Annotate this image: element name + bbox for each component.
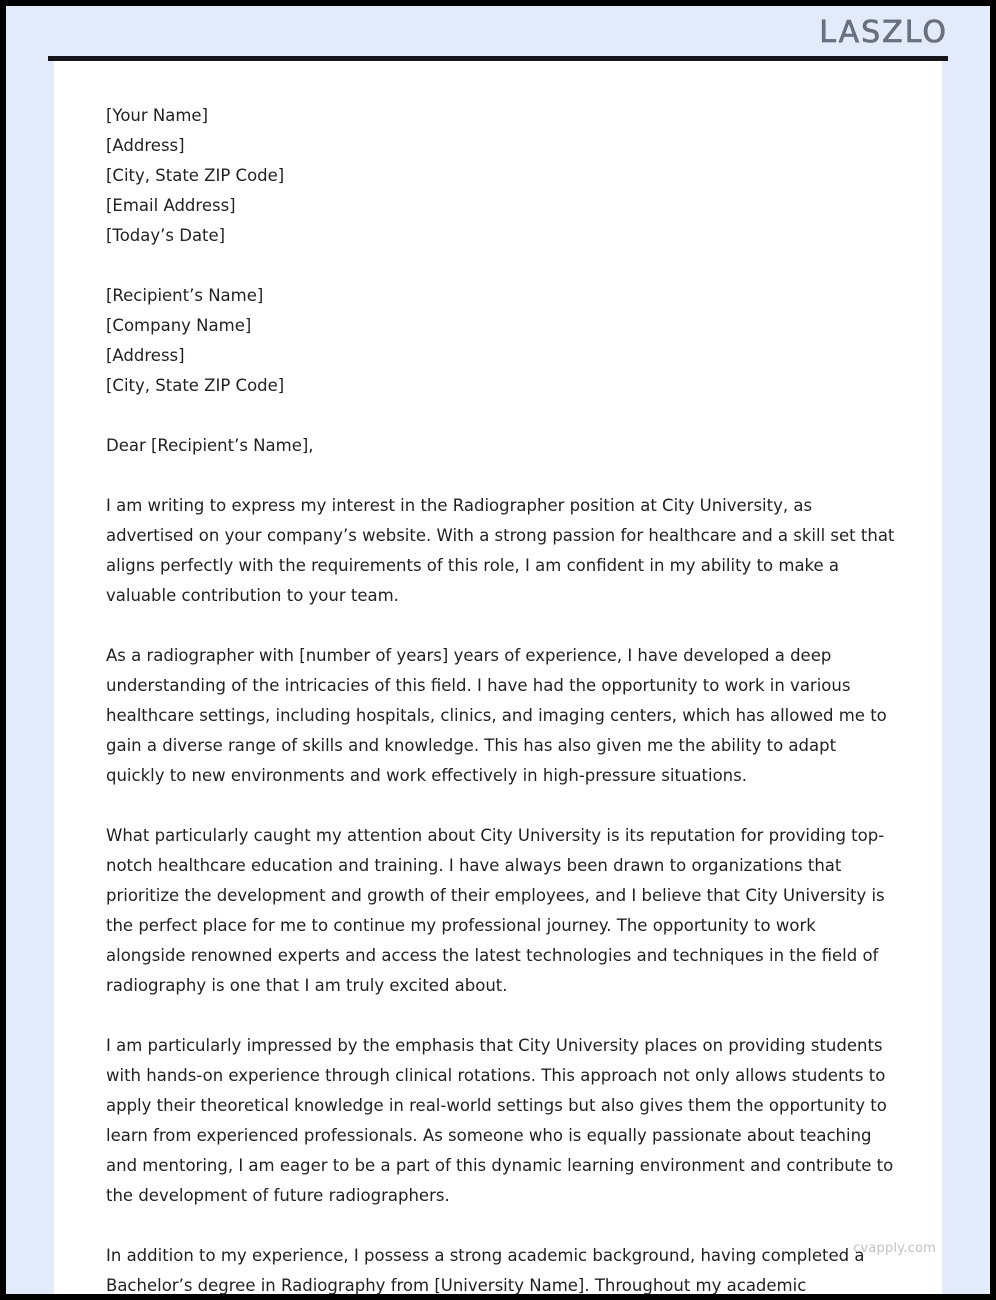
brand-wordmark: LASZLO bbox=[819, 15, 948, 50]
sender-line: [Email Address] bbox=[106, 196, 236, 215]
brand-header bbox=[6, 6, 990, 52]
sender-line: [City, State ZIP Code] bbox=[106, 166, 285, 185]
sender-line: [Today’s Date] bbox=[106, 226, 226, 245]
sender-address-block bbox=[106, 101, 898, 251]
recipient-address-block bbox=[106, 281, 898, 401]
letter-paragraph: As a radiographer with [number of years] years of experience, I have developed a deep understanding of the intricacies of this field. I have had the opportunity to work in various healthcare settings, including hospitals, clinics, and imaging centers, which has allowed me to gain a diverse range of skills and knowledge. This has also given me the ability to adapt quickly to new environments and work effectively in high-pressure situations. bbox=[106, 646, 887, 785]
recipient-line: [Company Name] bbox=[106, 316, 252, 335]
letter-paragraph: What particularly caught my attention about City University is its reputation for providing top-notch healthcare education and training. I have always been drawn to organizations that prioritize the development and growth of their employees, and I believe that City University is the perfect place for me to continue my professional journey. The opportunity to work alongside renowned experts and access the latest technologies and techniques in the field of radiography is one that I am truly excited about. bbox=[106, 826, 885, 995]
sender-line: [Address] bbox=[106, 136, 185, 155]
recipient-line: [Address] bbox=[106, 346, 185, 365]
sender-line: [Your Name] bbox=[106, 106, 209, 125]
letter-paragraph: I am particularly impressed by the emphasis that City University places on providing students with hands-on experience through clinical rotations. This approach not only allows students to apply their theoretical knowledge in real-world settings but also gives them the opportunity to learn from experienced professionals. As someone who is equally passionate about teaching and mentoring, I am eager to be a part of this dynamic learning environment and contribute to the development of future radiographers. bbox=[106, 1036, 894, 1205]
letter-paragraph: In addition to my experience, I possess a strong academic background, having completed a Bachelor’s degree in Radiography from [University Name]. Throughout my academic bbox=[106, 1246, 865, 1294]
recipient-line: [City, State ZIP Code] bbox=[106, 376, 285, 395]
site-watermark: cvapply.com bbox=[853, 1241, 936, 1256]
recipient-line: [Recipient’s Name] bbox=[106, 286, 264, 305]
document-page bbox=[6, 6, 990, 1294]
cover-letter-body bbox=[106, 101, 898, 1294]
salutation: Dear [Recipient’s Name], bbox=[106, 436, 314, 455]
letter-paragraph: I am writing to express my interest in the Radiographer position at City University, as advertised on your company’s website. With a strong passion for healthcare and a skill set that aligns perfectly with the requirements of this role, I am confident in my ability to make a valuable contribution to your team. bbox=[106, 496, 895, 605]
letter-sheet bbox=[54, 61, 942, 1294]
